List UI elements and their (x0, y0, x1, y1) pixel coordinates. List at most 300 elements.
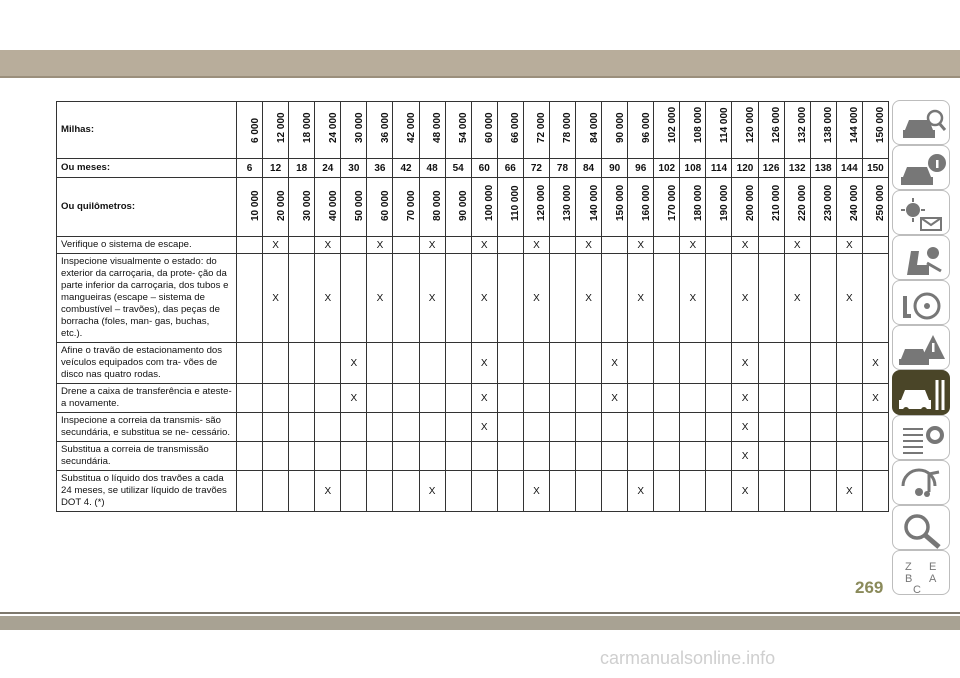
warning-lights-icon (899, 196, 947, 234)
km-row-value: 10 000 (249, 190, 261, 221)
service-mark: X (523, 471, 549, 512)
service-mark: X (341, 343, 367, 384)
km-row-value: 70 000 (406, 190, 417, 221)
km-row-value: 20 000 (275, 190, 287, 221)
service-mark: X (784, 254, 810, 343)
nav-tab-search[interactable] (892, 505, 950, 550)
service-description: Afine o travão de estacionamento dos veículos equipados com tra- vões de disco nas quatro rodas. (57, 343, 237, 384)
miles-row-cell (706, 102, 732, 159)
service-mark (706, 471, 732, 512)
miles-row-cell (628, 102, 654, 159)
service-mark (628, 413, 654, 442)
service-mark (445, 442, 471, 471)
km-row-cell (523, 178, 549, 237)
nav-tab-car-search[interactable] (892, 100, 950, 145)
service-mark (263, 343, 289, 384)
service-mark (263, 384, 289, 413)
months-row-cell: 138 (810, 159, 836, 178)
service-mark: X (836, 471, 862, 512)
miles-row-value: 18 000 (301, 112, 313, 143)
service-mark (654, 442, 680, 471)
service-mark (471, 442, 497, 471)
miles-row-value: 48 000 (432, 112, 444, 143)
km-row-value: 60 000 (379, 190, 391, 221)
service-mark (523, 442, 549, 471)
service-mark (706, 442, 732, 471)
service-mark: X (862, 343, 888, 384)
service-mark (810, 343, 836, 384)
service-mark (497, 442, 523, 471)
km-row-value: 90 000 (458, 190, 470, 221)
service-mark: X (471, 343, 497, 384)
service-mark (263, 413, 289, 442)
km-row-cell (576, 178, 602, 237)
km-row-cell (237, 178, 263, 237)
service-mark: X (315, 254, 341, 343)
nav-tab-warning-lights[interactable] (892, 190, 950, 235)
service-mark (602, 237, 628, 254)
months-row-cell: 12 (263, 159, 289, 178)
km-row-cell (315, 178, 341, 237)
service-mark: X (732, 413, 758, 442)
miles-row-value: 30 000 (353, 112, 365, 143)
km-row-cell (393, 178, 419, 237)
service-mark (810, 237, 836, 254)
service-mark (549, 237, 575, 254)
service-mark (628, 343, 654, 384)
service-mark (497, 384, 523, 413)
service-mark (654, 254, 680, 343)
miles-row-cell (289, 102, 315, 159)
miles-row-value: 78 000 (562, 112, 574, 143)
svg-text:Z: Z (905, 561, 912, 573)
service-mark (784, 413, 810, 442)
months-row-cell: 78 (549, 159, 575, 178)
service-mark (576, 343, 602, 384)
specs-gear-icon (899, 421, 947, 459)
service-mark (237, 384, 263, 413)
miles-row (57, 102, 889, 159)
miles-row-value: 114 000 (718, 107, 730, 143)
service-mark (680, 413, 706, 442)
service-mark (367, 471, 393, 512)
service-mark: X (523, 237, 549, 254)
km-row-value: 240 000 (849, 184, 861, 221)
service-mark (758, 442, 784, 471)
service-mark (445, 343, 471, 384)
service-mark (810, 442, 836, 471)
miles-row-cell (523, 102, 549, 159)
miles-row-cell (263, 102, 289, 159)
service-mark (706, 254, 732, 343)
service-mark (263, 442, 289, 471)
km-row-value: 170 000 (666, 184, 678, 221)
km-row-cell (706, 178, 732, 237)
service-mark (289, 471, 315, 512)
months-row-cell: 60 (471, 159, 497, 178)
miles-row-value: 36 000 (379, 112, 391, 143)
service-mark (497, 237, 523, 254)
km-row-value: 150 000 (614, 184, 626, 221)
service-mark (836, 442, 862, 471)
miles-row-value: 24 000 (327, 112, 339, 143)
service-mark (237, 343, 263, 384)
schedule-row (57, 471, 889, 512)
miles-row-cell (810, 102, 836, 159)
service-mark: X (576, 237, 602, 254)
service-mark (315, 343, 341, 384)
service-mark (810, 413, 836, 442)
service-mark (576, 384, 602, 413)
service-mark: X (628, 471, 654, 512)
miles-row-value: 12 000 (275, 112, 287, 143)
km-row-cell (758, 178, 784, 237)
svg-text:B: B (905, 573, 913, 585)
months-row-cell: 48 (419, 159, 445, 178)
km-row-cell (810, 178, 836, 237)
service-mark (680, 384, 706, 413)
service-mark: X (602, 343, 628, 384)
miles-row-cell (497, 102, 523, 159)
service-description: Substitua o líquido dos travões a cada 24 meses, se utilizar líquido de travões DOT 4. (*) (57, 471, 237, 512)
service-mark: X (367, 237, 393, 254)
service-mark: X (732, 442, 758, 471)
nav-tab-media[interactable] (892, 460, 950, 505)
km-row-cell (680, 178, 706, 237)
km-row-value: 220 000 (797, 184, 809, 221)
miles-row-cell (471, 102, 497, 159)
service-mark (341, 237, 367, 254)
miles-row-value: 132 000 (797, 106, 809, 143)
service-mark (836, 343, 862, 384)
service-mark (445, 413, 471, 442)
service-mark (758, 254, 784, 343)
months-row-cell: 66 (497, 159, 523, 178)
km-row-value: 140 000 (588, 184, 600, 221)
months-row-cell: 150 (862, 159, 888, 178)
service-mark: X (732, 384, 758, 413)
service-mark (706, 384, 732, 413)
service-mark (602, 413, 628, 442)
service-mark (367, 384, 393, 413)
svg-text:C: C (913, 584, 921, 594)
schedule-row (57, 237, 889, 254)
months-row-cell: 120 (732, 159, 758, 178)
service-mark (654, 384, 680, 413)
miles-row-value: 90 000 (614, 112, 626, 143)
service-mark (706, 237, 732, 254)
service-mark: X (836, 237, 862, 254)
service-mark (602, 254, 628, 343)
service-mark (523, 413, 549, 442)
nav-tab-airbag-seat[interactable] (892, 235, 950, 280)
schedule-row (57, 254, 889, 343)
service-mark (810, 384, 836, 413)
km-row-cell (497, 178, 523, 237)
km-row-cell (784, 178, 810, 237)
service-mark (419, 384, 445, 413)
service-mark (341, 254, 367, 343)
months-row-cell: 30 (341, 159, 367, 178)
nav-tab-car-wrench[interactable] (892, 370, 950, 415)
months-row-cell: 6 (237, 159, 263, 178)
service-mark (654, 471, 680, 512)
miles-row-value: 42 000 (406, 112, 417, 143)
service-mark (315, 413, 341, 442)
service-mark: X (680, 254, 706, 343)
service-mark: X (523, 254, 549, 343)
km-row-value: 180 000 (692, 184, 704, 221)
miles-row-value: 150 000 (875, 106, 887, 143)
service-mark (523, 343, 549, 384)
miles-row-value: 66 000 (510, 112, 522, 143)
km-row-cell (862, 178, 888, 237)
service-mark (393, 254, 419, 343)
service-mark (315, 384, 341, 413)
service-description: Verifique o sistema de escape. (57, 237, 237, 254)
km-row-cell (836, 178, 862, 237)
km-row-value: 230 000 (823, 184, 835, 221)
miles-row-label: Milhas: (57, 102, 237, 159)
miles-row-cell (576, 102, 602, 159)
service-mark: X (628, 237, 654, 254)
service-mark (602, 442, 628, 471)
km-row-value: 160 000 (640, 184, 652, 221)
miles-row-value: 144 000 (849, 106, 861, 143)
miles-row-cell (445, 102, 471, 159)
km-row-cell (732, 178, 758, 237)
footer-rule (0, 612, 960, 614)
header-rule (0, 76, 960, 78)
months-row-label: Ou meses: (57, 159, 237, 178)
service-mark: X (862, 384, 888, 413)
service-mark (628, 442, 654, 471)
svg-text:E: E (929, 561, 937, 573)
service-mark (628, 384, 654, 413)
km-row-value: 250 000 (875, 184, 887, 221)
miles-row-cell (393, 102, 419, 159)
miles-row-value: 126 000 (771, 106, 783, 143)
months-row-cell: 102 (654, 159, 680, 178)
footer-band (0, 616, 960, 630)
service-mark: X (471, 254, 497, 343)
miles-row-cell (602, 102, 628, 159)
km-row-value: 100 000 (484, 184, 496, 221)
km-row-cell (628, 178, 654, 237)
service-mark (810, 471, 836, 512)
km-row-label: Ou quilômetros: (57, 178, 237, 237)
service-mark (393, 237, 419, 254)
months-row-cell: 36 (367, 159, 393, 178)
nav-tab-car-warning[interactable] (892, 325, 950, 370)
car-search-icon (899, 106, 947, 144)
service-mark (393, 343, 419, 384)
svg-text:A: A (929, 573, 937, 585)
service-mark (784, 442, 810, 471)
service-mark (497, 413, 523, 442)
service-mark (497, 343, 523, 384)
km-row-cell (445, 178, 471, 237)
service-mark (758, 413, 784, 442)
steering-wheel-icon (899, 286, 947, 324)
months-row-cell: 114 (706, 159, 732, 178)
service-mark (289, 343, 315, 384)
service-mark (836, 413, 862, 442)
months-row (57, 159, 889, 178)
miles-row-cell (784, 102, 810, 159)
service-mark (680, 343, 706, 384)
service-mark (549, 384, 575, 413)
service-mark (576, 413, 602, 442)
service-mark (549, 471, 575, 512)
service-mark (289, 384, 315, 413)
service-mark (810, 254, 836, 343)
service-mark (758, 471, 784, 512)
schedule-row (57, 413, 889, 442)
km-row-value: 190 000 (718, 184, 730, 221)
service-mark: X (471, 413, 497, 442)
alphabet-index-icon (899, 556, 947, 594)
km-row-value: 80 000 (432, 190, 444, 221)
service-mark (289, 442, 315, 471)
months-row-cell: 132 (784, 159, 810, 178)
km-row-value: 130 000 (562, 184, 574, 221)
header-band (0, 50, 960, 76)
watermark: carmanualsonline.info (600, 648, 776, 668)
service-mark (706, 343, 732, 384)
nav-tab-steering-wheel[interactable] (892, 280, 950, 325)
service-mark: X (732, 254, 758, 343)
service-mark: X (419, 237, 445, 254)
service-mark: X (602, 384, 628, 413)
service-mark (445, 237, 471, 254)
months-row-cell: 108 (680, 159, 706, 178)
km-row-cell (419, 178, 445, 237)
km-row-cell (549, 178, 575, 237)
miles-row-cell (367, 102, 393, 159)
service-mark: X (732, 471, 758, 512)
service-mark: X (471, 384, 497, 413)
miles-row-value: 6 000 (249, 117, 261, 143)
nav-tab-car-info[interactable] (892, 145, 950, 190)
service-description: Inspecione visualmente o estado: do exterior da carroçaria, da prote- ção da parte inferior da carroçaria, dos tubos e mangueiras (escape – sistema de combustível – travões), das peças de borracha (foles, man- gas, buchas, etc.). (57, 254, 237, 343)
service-mark (576, 442, 602, 471)
schedule-row (57, 384, 889, 413)
service-mark (445, 384, 471, 413)
service-mark (341, 442, 367, 471)
service-mark (445, 471, 471, 512)
miles-row-value: 96 000 (640, 112, 652, 143)
km-row-value: 30 000 (301, 190, 313, 221)
service-mark (654, 343, 680, 384)
service-mark (784, 384, 810, 413)
service-mark (471, 471, 497, 512)
km-row (57, 178, 889, 237)
km-row-cell (289, 178, 315, 237)
months-row-cell: 24 (315, 159, 341, 178)
nav-tab-specs-gear[interactable] (892, 415, 950, 460)
miles-row-value: 108 000 (692, 106, 704, 143)
service-description: Inspecione a correia da transmis- são secundária, e substitua se ne- cessário. (57, 413, 237, 442)
km-row-value: 120 000 (536, 184, 548, 221)
schedule-row (57, 442, 889, 471)
service-mark: X (367, 254, 393, 343)
service-mark (419, 413, 445, 442)
service-description: Drene a caixa de transferência e ateste-a novamente. (57, 384, 237, 413)
km-row-cell (263, 178, 289, 237)
miles-row-value: 102 000 (666, 106, 678, 143)
service-mark (862, 471, 888, 512)
miles-row-cell (836, 102, 862, 159)
months-row-cell: 18 (289, 159, 315, 178)
service-mark (393, 471, 419, 512)
service-mark (341, 413, 367, 442)
service-mark (393, 384, 419, 413)
miles-row-value: 138 000 (823, 106, 835, 143)
service-mark (367, 413, 393, 442)
months-row-cell: 126 (758, 159, 784, 178)
service-mark (862, 413, 888, 442)
service-mark: X (419, 471, 445, 512)
service-mark (654, 413, 680, 442)
km-row-value: 200 000 (745, 184, 757, 221)
service-mark (289, 237, 315, 254)
search-icon (899, 511, 947, 549)
service-mark: X (419, 254, 445, 343)
service-mark: X (628, 254, 654, 343)
service-mark: X (576, 254, 602, 343)
miles-row-cell (758, 102, 784, 159)
miles-row-cell (237, 102, 263, 159)
service-mark (237, 254, 263, 343)
miles-row-cell (654, 102, 680, 159)
miles-row-value: 120 000 (745, 106, 757, 143)
service-mark (654, 237, 680, 254)
service-mark (549, 254, 575, 343)
months-row-cell: 144 (836, 159, 862, 178)
nav-tab-alphabet-index[interactable] (892, 550, 950, 595)
service-mark: X (263, 237, 289, 254)
km-row-value: 50 000 (353, 190, 365, 221)
service-mark (237, 471, 263, 512)
service-mark: X (680, 237, 706, 254)
miles-row-cell (732, 102, 758, 159)
months-row-cell: 90 (602, 159, 628, 178)
miles-row-value: 54 000 (458, 112, 470, 143)
km-row-value: 210 000 (771, 184, 783, 221)
service-mark (237, 237, 263, 254)
service-mark (419, 343, 445, 384)
service-mark (602, 471, 628, 512)
months-row-cell: 42 (393, 159, 419, 178)
km-row-cell (367, 178, 393, 237)
service-mark (497, 254, 523, 343)
service-mark (341, 471, 367, 512)
months-row-cell: 96 (628, 159, 654, 178)
service-mark: X (315, 471, 341, 512)
service-mark (445, 254, 471, 343)
service-mark: X (315, 237, 341, 254)
service-mark (315, 442, 341, 471)
service-mark (862, 254, 888, 343)
service-mark: X (471, 237, 497, 254)
service-mark (680, 471, 706, 512)
schedule-row (57, 343, 889, 384)
service-mark (758, 237, 784, 254)
service-mark (289, 413, 315, 442)
service-mark (523, 384, 549, 413)
page-number: 269 (855, 578, 884, 597)
